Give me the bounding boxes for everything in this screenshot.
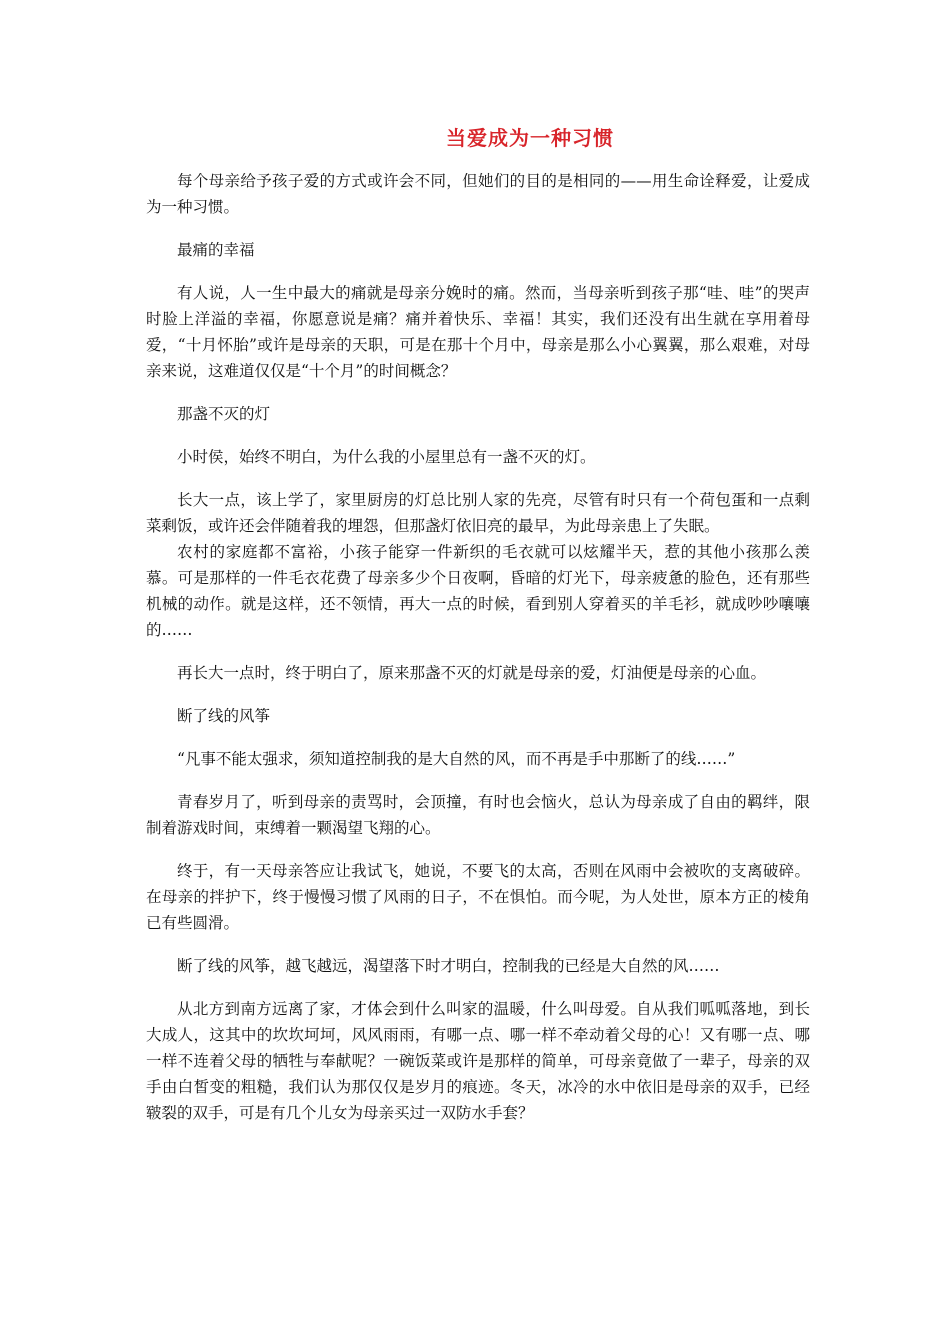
paragraph-childhood-lamp: 小时侯，始终不明白，为什么我的小屋里总有一盏不灭的灯。 xyxy=(177,448,596,466)
paragraph-kite-far: 断了线的风筝，越飞越远，渴望落下时才明白，控制我的已经是大自然的风…… xyxy=(177,957,720,975)
section-heading-broken-kite: 断了线的风筝 xyxy=(177,707,271,725)
paragraph-first-flight: 终于，有一天母亲答应让我试飞，她说，不要飞的太高，否则在风雨中会被吹的支离破碎。在母亲的拌护下，终于慢慢习惯了风雨的日子，不在惧怕。而今呢，为人处世，原本方正的棱角已有些圆滑。 xyxy=(146,862,810,932)
article-body xyxy=(146,168,810,1126)
intro-paragraph: 每个母亲给予孩子爱的方式或许会不同，但她们的目的是相同的——用生命诠释爱，让爱成为一种习惯。 xyxy=(146,172,810,216)
paragraph-childbirth: 有人说，人一生中最大的痛就是母亲分娩时的痛。然而，当母亲听到孩子那“哇、哇”的哭声时脸上洋溢的幸福，你愿意说是痛？痛并着快乐、幸福！其实，我们还没有出生就在享用着母爱，“十月怀胎”或许是母亲的天职，可是在那十个月中，母亲是那么小心翼翼，那么艰难，对母亲来说，这难道仅仅是“十个月”的时间概念？ xyxy=(146,284,810,380)
paragraph-kite-quote: “凡事不能太强求，须知道控制我的是大自然的风，而不再是手中那断了的线……” xyxy=(177,750,736,768)
paragraph-youth: 青春岁月了，听到母亲的责骂时，会顶撞，有时也会恼火，总认为母亲成了自由的羁绊，限制着游戏时间，束缚着一颗渴望飞翔的心。 xyxy=(146,793,810,837)
paragraph-lamp-realization: 再长大一点时，终于明白了，原来那盏不灭的灯就是母亲的爱，灯油便是母亲的心血。 xyxy=(177,664,767,682)
page-title: 当爱成为一种习惯 xyxy=(446,126,614,150)
section-heading-undying-lamp: 那盏不灭的灯 xyxy=(177,405,271,423)
paragraph-north-to-south: 从北方到南方远离了家，才体会到什么叫家的温暖，什么叫母爱。自从我们呱呱落地，到长大成人，这其中的坎坎坷坷，风风雨雨，有哪一点、哪一样不牵动着父母的心！又有哪一点、哪一样不连着父母的牺牲与奉献呢？一碗饭菜或许是那样的简单，可母亲竟做了一辈子，母亲的双手由白皙变的粗糙，我们认为那仅仅是岁月的痕迹。冬天，冰冷的水中依旧是母亲的双手，已经皲裂的双手，可是有几个儿女为母亲买过一双防水手套？ xyxy=(146,1000,810,1122)
paragraph-sweater: 农村的家庭都不富裕，小孩子能穿一件新织的毛衣就可以炫耀半天，惹的其他小孩那么羡慕。可是那样的一件毛衣花费了母亲多少个日夜啊，昏暗的灯光下，母亲疲惫的脸色，还有那些机械的动作。就是这样，还不领情，再大一点的时候，看到别人穿着买的羊毛衫，就成吵吵嚷嚷的…… xyxy=(146,543,810,639)
section-heading-painful-happiness: 最痛的幸福 xyxy=(177,241,255,259)
paragraph-kitchen-lamp: 长大一点，该上学了，家里厨房的灯总比别人家的先亮，尽管有时只有一个荷包蛋和一点剩菜剩饭，或许还会伴随着我的埋怨，但那盏灯依旧亮的最早，为此母亲患上了失眠。 xyxy=(146,491,810,535)
